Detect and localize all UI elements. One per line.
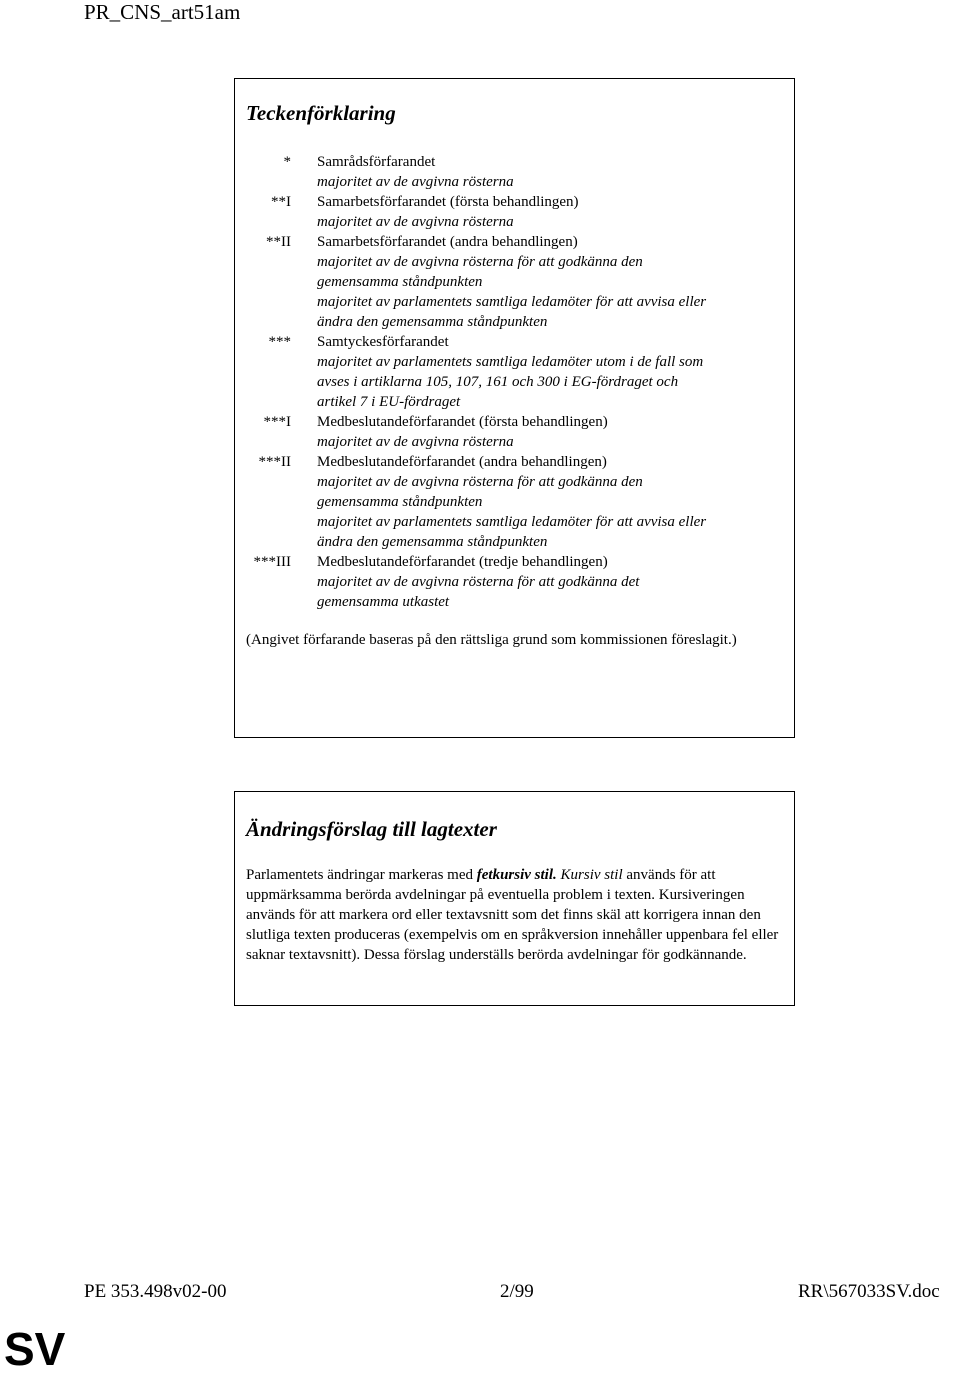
amendments-italic-example: Kursiv stil <box>560 867 623 883</box>
legend-procedure-name: Medbeslutandeförfarandet (första behandlingen) <box>317 414 608 430</box>
legend-majority-rule: majoritet av de avgivna rösterna för att godkänna den <box>317 474 643 490</box>
legend-entry <box>235 152 794 192</box>
amendments-box <box>234 791 795 1006</box>
legend-majority-rule: majoritet av de avgivna rösterna <box>317 434 514 450</box>
legend-entry <box>235 192 794 232</box>
legend-symbol: *** <box>268 334 291 350</box>
legend-majority-rule: gemensamma ståndpunkten <box>317 494 483 510</box>
legend-majority-rule: majoritet av parlamentets samtliga ledamöter utom i de fall som <box>317 354 704 370</box>
legend-symbol: ***II <box>258 454 291 470</box>
legend-description <box>317 452 772 552</box>
legend-majority-rule: ändra den gemensamma ståndpunkten <box>317 314 548 330</box>
language-code: SV <box>4 1323 66 1375</box>
legend-note: (Angivet förfarande baseras på den rättsliga grund som kommissionen föreslagit.) <box>246 632 737 648</box>
legend-majority-rule: ändra den gemensamma ståndpunkten <box>317 534 548 550</box>
legend-majority-rule: majoritet av de avgivna rösterna <box>317 214 514 230</box>
amendments-paragraph <box>246 865 781 965</box>
amendments-bold-italic-example: fetkursiv stil. <box>476 867 557 883</box>
legend-majority-rule: majoritet av de avgivna rösterna för att godkänna det <box>317 574 640 590</box>
legend-majority-rule: artikel 7 i EU-fördraget <box>317 394 461 410</box>
legend-entry <box>235 232 794 332</box>
legend-symbol: * <box>283 154 291 170</box>
legend-entry <box>235 412 794 452</box>
legend-majority-rule: majoritet av de avgivna rösterna <box>317 174 514 190</box>
legend-description <box>317 412 772 452</box>
legend-symbol: **II <box>266 234 291 250</box>
amendments-intro: Parlamentets ändringar markeras med <box>246 867 477 883</box>
footer-filename: RR\567033SV.doc <box>798 1281 940 1302</box>
document-id: PR_CNS_art51am <box>84 0 241 24</box>
legend-description <box>317 192 772 232</box>
legend-description <box>317 232 772 332</box>
legend-entry <box>235 332 794 412</box>
legend-procedure-name: Samarbetsförfarandet (första behandlingen) <box>317 194 579 210</box>
legend-majority-rule: majoritet av parlamentets samtliga ledamöter för att avvisa eller <box>317 514 707 530</box>
legend-description <box>317 332 772 412</box>
legend-procedure-name: Samrådsförfarandet <box>317 154 436 170</box>
legend-majority-rule: majoritet av parlamentets samtliga ledamöter för att avvisa eller <box>317 294 707 310</box>
legend-procedure-name: Samarbetsförfarandet (andra behandlingen) <box>317 234 578 250</box>
legend-entry <box>235 552 794 612</box>
legend-symbol: **I <box>271 194 291 210</box>
footer-page-number: 2/99 <box>500 1281 534 1302</box>
legend-procedure-name: Medbeslutandeförfarandet (tredje behandlingen) <box>317 554 608 570</box>
legend-majority-rule: majoritet av de avgivna rösterna för att godkänna den <box>317 254 643 270</box>
amendments-title: Ändringsförslag till lagtexter <box>246 817 497 841</box>
legend-entry <box>235 452 794 552</box>
legend-procedure-name: Medbeslutandeförfarandet (andra behandlingen) <box>317 454 607 470</box>
legend-title: Teckenförklaring <box>246 101 396 125</box>
legend-majority-rule: avses i artiklarna 105, 107, 161 och 300 i EG-fördraget och <box>317 374 679 390</box>
legend-description <box>317 152 772 192</box>
legend-procedure-name: Samtyckesförfarandet <box>317 334 449 350</box>
legend-box <box>234 78 795 738</box>
amendments-rest: används för att uppmärksamma berörda avdelningar på eventuella problem i texten. Kursiveringen används för att markera ord eller textavsnitt som det finns skäl att korrigera innan den slutliga texten produceras (exempelvis om en språkversion innehåller uppenbara fel eller saknar textavsnitt). Dessa förslag underställs berörda avdelningar för godkännande. <box>246 867 779 963</box>
legend-description <box>317 552 772 612</box>
legend-majority-rule: gemensamma utkastet <box>317 594 450 610</box>
legend-symbol: ***I <box>263 414 291 430</box>
legend-majority-rule: gemensamma ståndpunkten <box>317 274 483 290</box>
legend-symbol: ***III <box>253 554 291 570</box>
legend-list <box>235 152 794 612</box>
footer-doc-ref: PE 353.498v02-00 <box>84 1281 227 1302</box>
